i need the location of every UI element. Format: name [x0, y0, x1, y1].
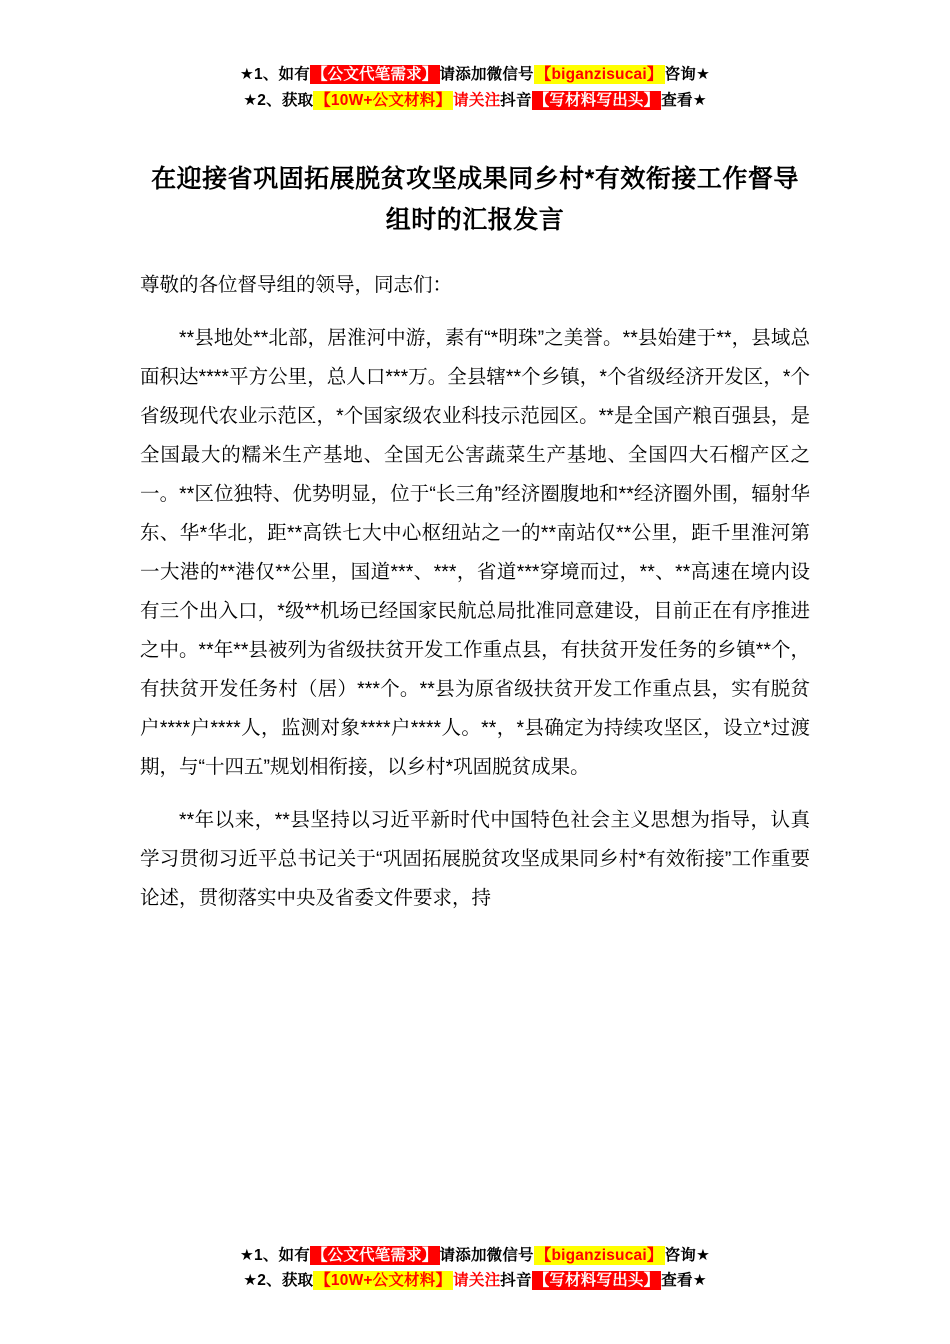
- document-body: [140, 266, 810, 932]
- paragraph-salutation: 尊敬的各位督导组的领导，同志们：: [140, 273, 453, 296]
- promo-bottom-line-1-badge-2: 【biganzisucai】: [535, 1246, 663, 1264]
- promo-bottom-line-1-badge-1: 【公文代笔需求】: [311, 1246, 438, 1264]
- promo-bottom-line-2-mid-black: 抖音: [500, 1272, 532, 1290]
- promo-bottom-line-2-suffix: 查看★: [661, 1272, 707, 1290]
- promo-bottom-line-2-mid-red: 请关注: [453, 1272, 501, 1290]
- promo-line-2: [140, 88, 810, 114]
- promo-banner-top: [140, 62, 810, 113]
- promo-line-1: [140, 62, 810, 88]
- promo-bottom-line-1: [0, 1243, 950, 1269]
- promo-line-2-mid-red: 请关注: [453, 91, 501, 109]
- promo-line-2-suffix: 查看★: [661, 91, 707, 109]
- promo-line-2-prefix: ★2、获取: [243, 91, 314, 109]
- promo-line-1-suffix: 咨询★: [664, 66, 711, 83]
- promo-line-1-mid: 请添加微信号: [439, 66, 534, 83]
- promo-bottom-line-1-mid: 请添加微信号: [439, 1246, 534, 1264]
- paragraph-county-overview: **县地处**北部，居淮河中游，素有“*明珠”之美誉。**县始建于**，县域总面积达****平方公里，总人口***万。全县辖**个乡镇，*个省级经济开发区，*个省级现代农业示范区，*个国家级农业科技示范园区。**是全国产粮百强县，是全国最大的糯米生产基地、全国无公害蔬菜生产基地、全国四大石榴产区之一。**区位独特、优势明显，位于“长三角”经济圈腹地和**经济圈外围，辐射华东、华*华北，距**高铁七大中心枢纽站之一的**南站仅**公里，距千里淮河第一大港的**港仅**公里，国道***、***，省道***穿境而过，**、**高速在境内设有三个出入口，*级**机场已经国家民航总局批准同意建设，目前正在有序推进之中。**年**县被列为省级扶贫开发工作重点县，有扶贫开发任务的乡镇**个，有扶贫开发任务村（居）***个。**县为原省级扶贫开发工作重点县，实有脱贫户****户****人，监测对象****户****人。**，*县确定为持续攻坚区，设立*过渡期，与“十四五”规划相衔接，以乡村*巩固脱贫成果。: [140, 326, 810, 778]
- promo-line-2-badge-1: 【10W+公文材料】: [315, 91, 452, 109]
- promo-line-2-mid-black: 抖音: [500, 91, 532, 109]
- promo-line-1-prefix: ★1、如有: [239, 66, 310, 83]
- promo-line-1-badge-1: 【公文代笔需求】: [311, 66, 438, 83]
- page-title: 在迎接省巩固拓展脱贫攻坚成果同乡村*有效衔接工作督导组时的汇报发言: [151, 165, 799, 235]
- promo-bottom-line-2: [0, 1268, 950, 1294]
- promo-line-2-badge-2: 【写材料写出头】: [533, 91, 660, 109]
- promo-bottom-line-1-suffix: 咨询★: [664, 1246, 711, 1264]
- promo-bottom-line-2-prefix: ★2、获取: [243, 1272, 314, 1290]
- paragraph-guiding-thought: **年以来，**县坚持以习近平新时代中国特色社会主义思想为指导，认真学习贯彻习近平总书记关于“巩固拓展脱贫攻坚成果同乡村*有效衔接”工作重要论述，贯彻落实中央及省委文件要求，持: [140, 808, 810, 909]
- promo-bottom-line-2-badge-1: 【10W+公文材料】: [315, 1272, 452, 1290]
- promo-bottom-line-2-badge-2: 【写材料写出头】: [533, 1272, 660, 1290]
- promo-bottom-line-1-prefix: ★1、如有: [239, 1246, 310, 1264]
- promo-banner-bottom: [0, 1243, 950, 1294]
- promo-line-1-badge-2: 【biganzisucai】: [535, 66, 663, 83]
